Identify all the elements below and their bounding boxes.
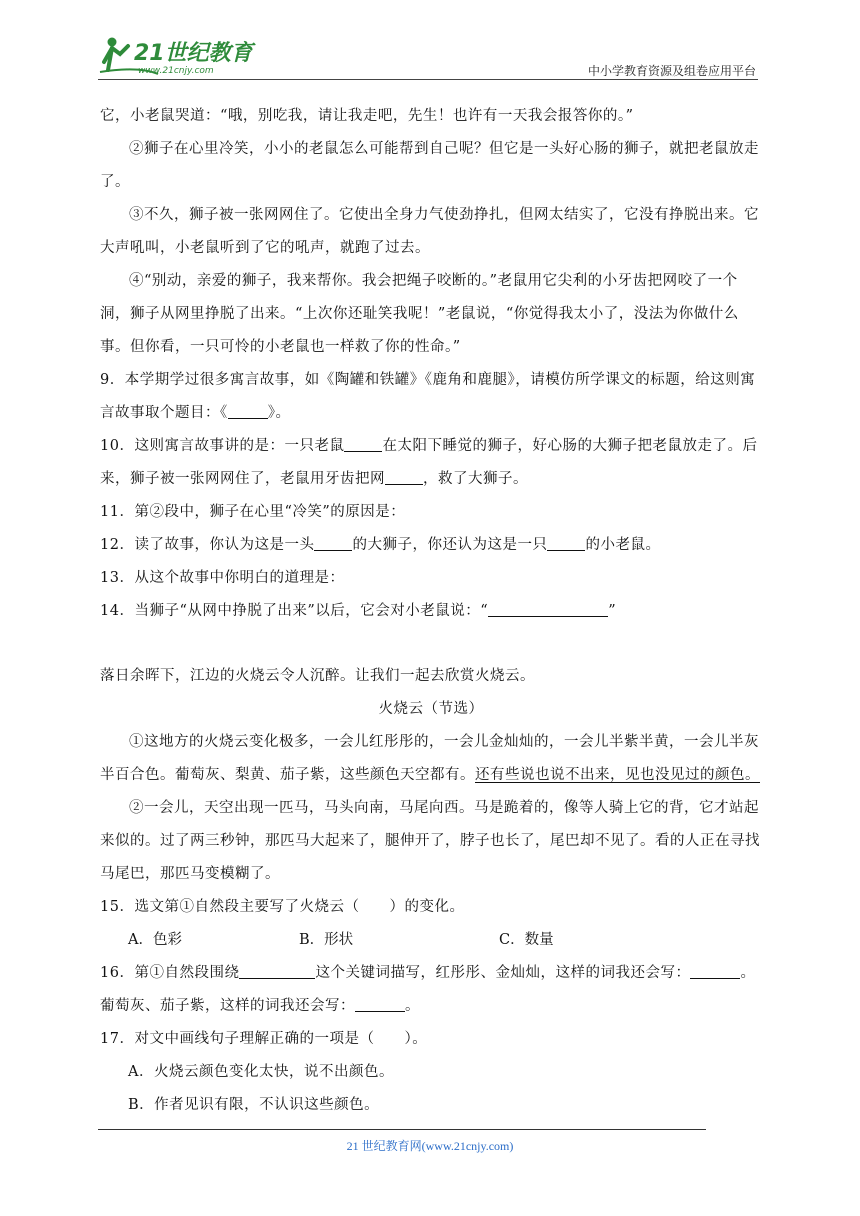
answer-blank[interactable] xyxy=(239,962,315,979)
passage-paragraph: ①这地方的火烧云变化极多，一会儿红彤彤的，一会儿金灿灿的，一会儿半紫半黄，一会儿半灰半百合色。葡萄灰、梨黄、茄子紫，这些颜色天空都有。还有些说也说不出来，见也没见过的颜色。 xyxy=(100,734,760,783)
answer-blank[interactable] xyxy=(314,534,352,551)
story-paragraph: ③不久，狮子被一张网网住了。它使出全身力气使劲挣扎，但网太结实了，它没有挣脱出来。它大声吼叫，小老鼠听到了它的吼声，就跑了过去。 xyxy=(100,207,759,256)
header-divider xyxy=(98,79,758,80)
option-c[interactable]: C．数量 xyxy=(499,932,554,948)
passage-title: 火烧云（节选） xyxy=(378,701,484,717)
question-17: 17．对文中画线句子理解正确的一项是（ ）。 xyxy=(100,1031,428,1047)
question-15: 15．选文第①自然段主要写了火烧云（ ）的变化。 xyxy=(100,899,465,915)
question-13: 13．从这个故事中你明白的道理是： xyxy=(100,570,345,586)
underlined-sentence: 还有些说也说不出来，见也没见过的颜色。 xyxy=(475,767,760,783)
question-12: 12．读了故事，你认为这是一头 的大狮子，你还认为这是一只 的小老鼠。 xyxy=(100,529,762,562)
answer-blank[interactable] xyxy=(344,435,382,452)
svg-text:www.21cnjy.com: www.21cnjy.com xyxy=(138,66,214,76)
question-15-options xyxy=(100,924,762,957)
answer-blank[interactable] xyxy=(547,534,585,551)
platform-name: 中小学教育资源及组卷应用平台 xyxy=(587,64,756,78)
svg-text:21世纪教育: 21世纪教育 xyxy=(134,41,253,66)
story-paragraph: ②狮子在心里冷笑，小小的老鼠怎么可能帮到自己呢？但它是一头好心肠的狮子，就把老鼠放走了。 xyxy=(100,141,759,190)
story-paragraph: ④“别动，亲爱的狮子，我来帮你。我会把绳子咬断的。”老鼠用它尖利的小牙齿把网咬了一个洞，狮子从网里挣脱了出来。“上次你还耻笑我呢！”老鼠说，“你觉得我太小了，没法为你做什么事。但你看，一只可怜的小老鼠也一样救了你的性命。” xyxy=(100,273,739,355)
page-header xyxy=(98,30,758,80)
passage-intro: 落日余晖下，江边的火烧云令人沉醉。让我们一起去欣赏火烧云。 xyxy=(100,668,535,684)
page-footer: 21 世纪教育网(www.21cnjy.com) xyxy=(346,1139,514,1153)
document-body xyxy=(100,100,762,1122)
footer-divider xyxy=(98,1129,706,1130)
question-10: 10．这则寓言故事讲的是：一只老鼠 在太阳下睡觉的狮子，好心肠的大狮子把老鼠放走了。后来，狮子被一张网网住了，老鼠用牙齿把网 ，救了大狮子。 xyxy=(100,430,762,496)
site-logo xyxy=(98,32,268,76)
answer-blank[interactable] xyxy=(355,995,405,1012)
option-a[interactable]: A．火烧云颜色变化太快，说不出颜色。 xyxy=(128,1064,394,1080)
passage-paragraph: ②一会儿，天空出现一匹马，马头向南，马尾向西。马是跪着的，像等人骑上它的背，它才站起来似的。过了两三秒钟，那匹马大起来了，腿伸开了，脖子也长了，尾巴却不见了。看的人正在寻找马尾巴，那匹马变模糊了。 xyxy=(100,800,760,882)
answer-blank[interactable] xyxy=(228,402,268,419)
answer-blank[interactable] xyxy=(690,962,740,979)
option-b[interactable]: B．形状 xyxy=(299,932,354,948)
question-9: 9．本学期学过很多寓言故事，如《陶罐和铁罐》《鹿角和鹿腿》，请模仿所学课文的标题，给这则寓言故事取个题目：《 》。 xyxy=(100,372,756,421)
story-paragraph: 它，小老鼠哭道：“哦，别吃我，请让我走吧，先生！也许有一天我会报答你的。” xyxy=(100,108,634,124)
question-11: 11．第②段中，狮子在心里“冷笑”的原因是： xyxy=(100,504,406,520)
question-16: 16．第①自然段围绕 这个关键词描写，红彤彤、金灿灿，这样的词我还会写： 。葡萄灰、茄子紫，这样的词我还会写： 。 xyxy=(100,957,762,1023)
question-14: 14．当狮子“从网中挣脱了出来”以后，它会对小老鼠说：“ ” xyxy=(100,595,762,628)
answer-blank[interactable] xyxy=(385,468,423,485)
option-b[interactable]: B．作者见识有限，不认识这些颜色。 xyxy=(128,1097,380,1113)
section-gap xyxy=(100,628,762,660)
answer-blank[interactable] xyxy=(488,600,608,617)
option-a[interactable]: A．色彩 xyxy=(128,932,182,948)
